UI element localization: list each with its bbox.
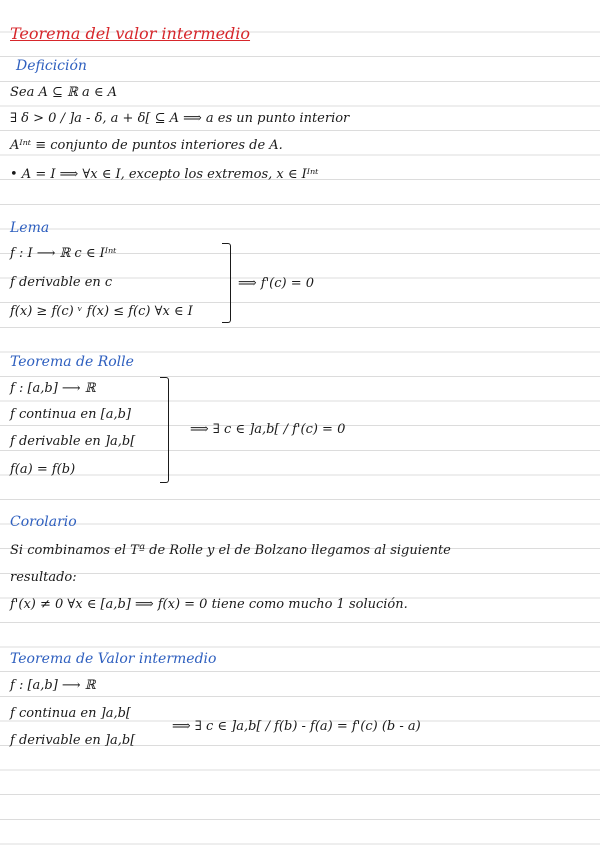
lema-conclusion: ⟹ f'(c) = 0 xyxy=(238,276,315,291)
definicion-line: Aᴵⁿᵗ ≡ conjunto de puntos interiores de A. xyxy=(10,138,283,153)
definicion-line: Sea A ⊆ ℝ a ∈ A xyxy=(10,85,117,100)
lema-line: f : I ⟶ ℝ c ∈ Iᴵⁿᵗ xyxy=(10,246,117,261)
tvm-line: f derivable en ]a,b[ xyxy=(10,733,136,748)
page-title: Teorema del valor intermedio xyxy=(10,24,251,43)
tvm-line: f continua en ]a,b[ xyxy=(10,706,131,721)
rolle-conclusion: ⟹ ∃ c ∈ ]a,b[ / f'(c) = 0 xyxy=(190,422,346,437)
corolario-heading: Corolario xyxy=(10,514,77,530)
rolle-line: f derivable en ]a,b[ xyxy=(10,434,136,449)
lema-bracket xyxy=(222,243,231,323)
tvm-line: f : [a,b] ⟶ ℝ xyxy=(10,678,96,693)
corolario-line: Si combinamos el Tª de Rolle y el de Bolzano llegamos al siguiente xyxy=(10,543,451,558)
rolle-bracket xyxy=(160,377,169,483)
corolario-line: f'(x) ≠ 0 ∀x ∈ [a,b] ⟹ f(x) = 0 tiene como mucho 1 solución. xyxy=(10,597,408,612)
rolle-line: f : [a,b] ⟶ ℝ xyxy=(10,381,96,396)
rolle-line: f(a) = f(b) xyxy=(10,462,76,477)
lema-heading: Lema xyxy=(10,220,50,236)
lema-line: f derivable en c xyxy=(10,275,113,290)
definicion-line: • A = I ⟹ ∀x ∈ I, excepto los extremos, x ∈ Iᴵⁿᵗ xyxy=(10,167,319,182)
corolario-line: resultado: xyxy=(10,570,77,585)
definicion-line: ∃ δ > 0 / ]a - δ, a + δ[ ⊆ A ⟹ a es un punto interior xyxy=(10,111,350,126)
rolle-heading: Teorema de Rolle xyxy=(10,354,134,370)
definicion-heading: Deficición xyxy=(16,58,87,74)
rolle-line: f continua en [a,b] xyxy=(10,407,131,422)
tvm-heading: Teorema de Valor intermedio xyxy=(10,651,217,667)
lema-line: f(x) ≥ f(c) ᵛ f(x) ≤ f(c) ∀x ∈ I xyxy=(10,304,193,319)
tvm-conclusion: ⟹ ∃ c ∈ ]a,b[ / f(b) - f(a) = f'(c) (b - a) xyxy=(172,719,421,734)
